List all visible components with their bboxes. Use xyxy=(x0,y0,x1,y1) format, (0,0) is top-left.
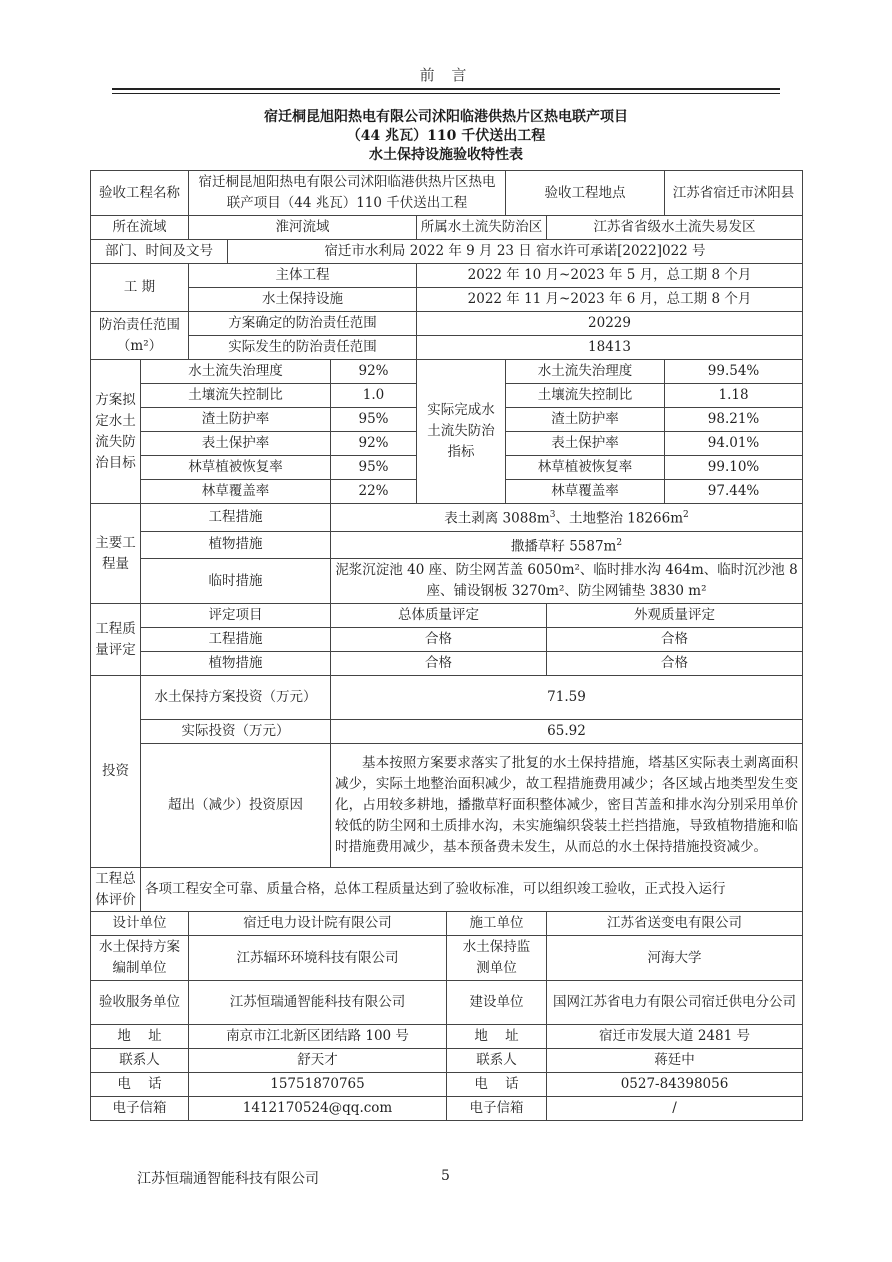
row-invest-plan xyxy=(91,676,803,720)
superscript: 2 xyxy=(616,537,623,548)
quality-label: 工程质量评定 xyxy=(91,604,141,676)
row-scope-actual xyxy=(91,336,803,360)
row-service-unit xyxy=(91,981,803,1025)
works-label: 主要工程量 xyxy=(91,504,141,604)
period-swc-label: 水土保持设施 xyxy=(189,288,417,312)
title-line-2: （44 兆瓦）110 千伏送出工程 xyxy=(346,128,546,144)
zone-label: 所属水土流失防治区 xyxy=(417,216,547,240)
builder-unit-label: 建设单位 xyxy=(447,981,547,1025)
indicator-row xyxy=(91,360,803,384)
indicator-actual: 97.44% xyxy=(665,480,803,504)
contact-right: 蒋廷中 xyxy=(547,1049,803,1073)
indicator-target: 22% xyxy=(331,480,417,504)
address-label-right: 地 址 xyxy=(447,1025,547,1049)
indicator-actual: 98.21% xyxy=(665,408,803,432)
approval-label: 部门、时间及文号 xyxy=(91,240,228,264)
row-address xyxy=(91,1025,803,1049)
row-contact xyxy=(91,1049,803,1073)
location-label: 验收工程地点 xyxy=(506,171,665,216)
works-temp-label: 临时措施 xyxy=(141,559,331,604)
invest-actual-label: 实际投资（万元） xyxy=(141,720,331,744)
contact-left: 舒天才 xyxy=(189,1049,447,1073)
row-quality-header xyxy=(91,604,803,628)
indicator-actual-name: 渣土防护率 xyxy=(506,408,665,432)
row-email xyxy=(91,1097,803,1121)
acceptance-characteristics-table xyxy=(90,170,803,1121)
works-eng-value xyxy=(331,504,803,532)
document-title xyxy=(0,108,892,165)
header-divider xyxy=(112,88,780,94)
invest-plan-value: 71.59 xyxy=(331,676,803,720)
email-left: 1412170524@qq.com xyxy=(189,1097,447,1121)
indicator-name: 林草覆盖率 xyxy=(141,480,331,504)
address-right: 宿迁市发展大道 2481 号 xyxy=(547,1025,803,1049)
basin-label: 所在流域 xyxy=(91,216,189,240)
invest-plan-label: 水土保持方案投资（万元） xyxy=(141,676,331,720)
invest-reason-value: 基本按照方案要求落实了批复的水土保持措施，塔基区实际表土剥离面积减少，实际土地整治面积减少，故工程措施费用减少；各区域占地类型发生变化，占用较多耕地，播撒草籽面积整体减少，密目苫盖和排水沟分别采用单价较低的防尘网和土质排水沟，未实施编织袋装土拦挡措施，导致植物措施和临时措施费用减少，基本预备费未发生，从而总的水土保持措施投资减少。 xyxy=(331,744,803,868)
works-eng-value-part: 、土地整治 18266m xyxy=(555,510,683,527)
indicator-target: 1.0 xyxy=(331,384,417,408)
phone-label: 电 话 xyxy=(91,1073,189,1097)
scope-unit: （m²） xyxy=(116,337,163,354)
superscript: 2 xyxy=(683,510,689,520)
indicator-target: 95% xyxy=(331,408,417,432)
indicator-name: 表土保护率 xyxy=(141,432,331,456)
row-phone xyxy=(91,1073,803,1097)
indicator-actual-name: 水土流失治理度 xyxy=(506,360,665,384)
quality-item: 植物措施 xyxy=(141,652,331,676)
actual-label: 实际完成水土流失防治指标 xyxy=(417,360,506,504)
quality-item-label: 评定项目 xyxy=(141,604,331,628)
email-label-right: 电子信箱 xyxy=(447,1097,547,1121)
works-plant-label: 植物措施 xyxy=(141,531,331,559)
basin-value: 淮河流域 xyxy=(189,216,417,240)
indicator-name: 土壤流失控制比 xyxy=(141,384,331,408)
row-scope-plan xyxy=(91,312,803,336)
row-basin xyxy=(91,216,803,240)
design-unit-value: 宿迁电力设计院有限公司 xyxy=(189,912,447,936)
row-works-plant xyxy=(91,531,803,559)
quality-overall-label: 总体质量评定 xyxy=(331,604,547,628)
quality-row xyxy=(91,652,803,676)
indicator-actual-name: 林草植被恢复率 xyxy=(506,456,665,480)
address-left: 南京市江北新区团结路 100 号 xyxy=(189,1025,447,1049)
quality-appearance-label: 外观质量评定 xyxy=(547,604,803,628)
project-name-label: 验收工程名称 xyxy=(91,171,189,216)
quality-appearance: 合格 xyxy=(547,628,803,652)
plan-unit-label: 水土保持方案编制单位 xyxy=(91,936,189,981)
indicator-name: 水土流失治理度 xyxy=(141,360,331,384)
indicator-actual-name: 表土保护率 xyxy=(506,432,665,456)
overall-eval-value: 各项工程安全可靠、质量合格，总体工程质量达到了验收标准，可以组织竣工验收，正式投入运行 xyxy=(141,868,803,912)
invest-label: 投资 xyxy=(91,676,141,868)
approval-value: 宿迁市水利局 2022 年 9 月 23 日 宿水许可承诺[2022]022 号 xyxy=(228,240,803,264)
monitor-unit-value: 河海大学 xyxy=(547,936,803,981)
indicator-target: 95% xyxy=(331,456,417,480)
row-design-unit xyxy=(91,912,803,936)
footer-company: 江苏恒瑞通智能科技有限公司 xyxy=(137,1171,319,1187)
scope-actual-label: 实际发生的防治责任范围 xyxy=(189,336,417,360)
row-invest-reason xyxy=(91,744,803,868)
design-unit-label: 设计单位 xyxy=(91,912,189,936)
indicator-actual: 99.10% xyxy=(665,456,803,480)
construction-unit-label: 施工单位 xyxy=(447,912,547,936)
service-unit-value: 江苏恒瑞通智能科技有限公司 xyxy=(189,981,447,1025)
row-period-swc xyxy=(91,288,803,312)
row-period-main xyxy=(91,264,803,288)
invest-reason-label: 超出（减少）投资原因 xyxy=(141,744,331,868)
scope-plan-label: 方案确定的防治责任范围 xyxy=(189,312,417,336)
quality-appearance: 合格 xyxy=(547,652,803,676)
works-plant-value xyxy=(331,531,803,559)
phone-left: 15751870765 xyxy=(189,1073,447,1097)
plan-unit-value: 江苏辐环环境科技有限公司 xyxy=(189,936,447,981)
period-main-label: 主体工程 xyxy=(189,264,417,288)
indicator-name: 渣土防护率 xyxy=(141,408,331,432)
location-value: 江苏省宿迁市沭阳县 xyxy=(665,171,803,216)
quality-row xyxy=(91,628,803,652)
scope-label: 防治责任范围 xyxy=(99,316,180,333)
target-label: 方案拟定水土流失防治目标 xyxy=(91,360,141,504)
contact-label: 联系人 xyxy=(91,1049,189,1073)
row-invest-actual xyxy=(91,720,803,744)
contact-label-right: 联系人 xyxy=(447,1049,547,1073)
row-plan-unit xyxy=(91,936,803,981)
period-main-value: 2022 年 10 月~2023 年 5 月，总工期 8 个月 xyxy=(417,264,803,288)
section-header: 前 言 xyxy=(419,66,473,84)
address-label: 地 址 xyxy=(91,1025,189,1049)
email-label: 电子信箱 xyxy=(91,1097,189,1121)
superscript: 3 xyxy=(549,510,556,520)
title-line-3: 水土保持设施验收特性表 xyxy=(369,147,523,163)
quality-item: 工程措施 xyxy=(141,628,331,652)
works-temp-value: 泥浆沉淀池 40 座、防尘网苫盖 6050m²、临时排水沟 464m、临时沉沙池 8 座、铺设钢板 3270m²、防尘网铺垫 3830 m² xyxy=(331,559,803,604)
invest-actual-value: 65.92 xyxy=(331,720,803,744)
monitor-unit-label: 水土保持监测单位 xyxy=(447,936,547,981)
scope-plan-value: 20229 xyxy=(417,312,803,336)
quality-overall: 合格 xyxy=(331,628,547,652)
zone-value: 江苏省省级水土流失易发区 xyxy=(547,216,803,240)
row-project-name xyxy=(91,171,803,216)
page-number: 5 xyxy=(441,1168,450,1184)
row-works-engineering xyxy=(91,504,803,532)
scope-label-cell xyxy=(91,312,189,360)
overall-eval-label: 工程总体评价 xyxy=(91,868,141,912)
indicator-actual: 1.18 xyxy=(665,384,803,408)
indicator-actual-name: 土壤流失控制比 xyxy=(506,384,665,408)
construction-unit-value: 江苏省送变电有限公司 xyxy=(547,912,803,936)
row-overall-eval xyxy=(91,868,803,912)
indicator-actual-name: 林草覆盖率 xyxy=(506,480,665,504)
row-works-temporary xyxy=(91,559,803,604)
works-eng-value-part: 表土剥离 3088m xyxy=(444,510,550,527)
phone-label-right: 电 话 xyxy=(447,1073,547,1097)
scope-actual-value: 18413 xyxy=(417,336,803,360)
indicator-target: 92% xyxy=(331,432,417,456)
indicator-actual: 94.01% xyxy=(665,432,803,456)
project-name-value: 宿迁桐昆旭阳热电有限公司沭阳临港供热片区热电联产项目（44 兆瓦）110 千伏送出工程 xyxy=(189,171,506,216)
indicator-name: 林草植被恢复率 xyxy=(141,456,331,480)
works-plant-value-text: 撒播草籽 5587m xyxy=(510,538,617,554)
email-right: / xyxy=(547,1097,803,1121)
phone-right: 0527-84398056 xyxy=(547,1073,803,1097)
title-line-1: 宿迁桐昆旭阳热电有限公司沭阳临港供热片区热电联产项目 xyxy=(264,109,628,125)
builder-unit-value: 国网江苏省电力有限公司宿迁供电分公司 xyxy=(547,981,803,1025)
period-label: 工 期 xyxy=(91,264,189,312)
indicator-target: 92% xyxy=(331,360,417,384)
row-approval xyxy=(91,240,803,264)
service-unit-label: 验收服务单位 xyxy=(91,981,189,1025)
quality-overall: 合格 xyxy=(331,652,547,676)
indicator-actual: 99.54% xyxy=(665,360,803,384)
period-swc-value: 2022 年 11 月~2023 年 6 月，总工期 8 个月 xyxy=(417,288,803,312)
works-eng-label: 工程措施 xyxy=(141,504,331,532)
